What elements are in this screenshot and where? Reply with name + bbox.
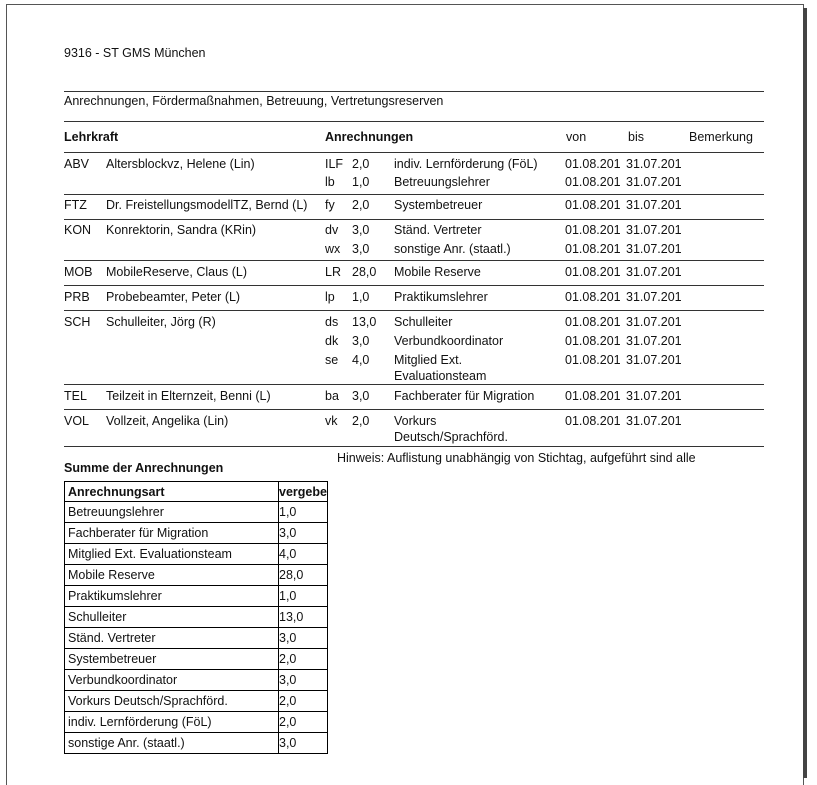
credit-code: dv xyxy=(325,223,339,237)
credit-from-date: 01.08.201 xyxy=(565,198,621,212)
teacher-code: MOB xyxy=(64,265,93,279)
credit-description: Ständ. Vertreter xyxy=(394,223,482,237)
teacher-code: TEL xyxy=(64,389,87,403)
credit-to-date: 31.07.201 xyxy=(626,242,682,256)
summary-type: Vorkurs Deutsch/Sprachförd. xyxy=(65,691,279,712)
column-header-remark: Bemerkung xyxy=(689,130,753,144)
credit-to-date: 31.07.201 xyxy=(626,290,682,304)
credit-from-date: 01.08.201 xyxy=(565,414,621,428)
credit-hours: 3,0 xyxy=(352,334,370,348)
summary-value: 2,0 xyxy=(279,691,328,712)
summary-row xyxy=(65,565,328,586)
section-title: Anrechnungen, Fördermaßnahmen, Betreuung, Vertretungsreserven xyxy=(64,94,444,108)
credit-from-date: 01.08.201 xyxy=(565,353,621,367)
credit-description-line2: Deutsch/Sprachförd. xyxy=(394,430,508,444)
credit-code: ILF xyxy=(325,157,344,171)
column-header-from: von xyxy=(566,130,587,144)
credit-description: Verbundkoordinator xyxy=(394,334,504,348)
summary-row xyxy=(65,691,328,712)
summary-row xyxy=(65,607,328,628)
divider xyxy=(64,409,764,410)
summary-header-row xyxy=(65,482,328,502)
summary-row xyxy=(65,586,328,607)
teacher-code: KON xyxy=(64,223,92,237)
column-header-to: bis xyxy=(628,130,644,144)
teacher-name: Altersblockvz, Helene (Lin) xyxy=(106,157,255,171)
summary-row xyxy=(65,649,328,670)
credit-code: ds xyxy=(325,315,339,329)
credit-description: Betreuungslehrer xyxy=(394,175,490,189)
credit-description: Vorkurs xyxy=(394,414,437,428)
divider xyxy=(64,384,764,385)
summary-row xyxy=(65,712,328,733)
credit-code: se xyxy=(325,353,339,367)
teacher-name: Probebeamter, Peter (L) xyxy=(106,290,241,304)
summary-type: Systembetreuer xyxy=(65,649,279,670)
column-header-credits: Anrechnungen xyxy=(325,130,414,144)
credit-to-date: 31.07.201 xyxy=(626,265,682,279)
credit-to-date: 31.07.201 xyxy=(626,334,682,348)
divider xyxy=(64,285,764,286)
credit-code: fy xyxy=(325,198,335,212)
teacher-code: VOL xyxy=(64,414,90,428)
credit-to-date: 31.07.201 xyxy=(626,157,682,171)
summary-type: Schulleiter xyxy=(65,607,279,628)
credit-description: Mobile Reserve xyxy=(394,265,481,279)
credit-code: LR xyxy=(325,265,341,279)
credit-from-date: 01.08.201 xyxy=(565,315,621,329)
summary-type: Praktikumslehrer xyxy=(65,586,279,607)
credit-description: indiv. Lernförderung (FöL) xyxy=(394,157,538,171)
divider xyxy=(64,91,764,92)
credit-from-date: 01.08.201 xyxy=(565,175,621,189)
divider xyxy=(64,260,764,261)
credit-description: Mitglied Ext. xyxy=(394,353,463,367)
divider xyxy=(64,194,764,195)
summary-row xyxy=(65,670,328,691)
summary-row xyxy=(65,502,328,523)
credit-code: wx xyxy=(325,242,341,256)
credit-code: vk xyxy=(325,414,338,428)
credit-to-date: 31.07.201 xyxy=(626,353,682,367)
teacher-name: Teilzeit in Elternzeit, Benni (L) xyxy=(106,389,271,403)
teacher-name: Vollzeit, Angelika (Lin) xyxy=(106,414,229,428)
credit-description: Systembetreuer xyxy=(394,198,483,212)
page-shadow xyxy=(803,8,807,778)
credit-code: lb xyxy=(325,175,335,189)
teacher-name: Dr. FreistellungsmodellTZ, Bernd (L) xyxy=(106,198,308,212)
teacher-code: PRB xyxy=(64,290,90,304)
credit-code: ba xyxy=(325,389,339,403)
summary-type: Verbundkoordinator xyxy=(65,670,279,691)
summary-value: 3,0 xyxy=(279,670,328,691)
credit-description: Fachberater für Migration xyxy=(394,389,535,403)
summary-type: Betreuungslehrer xyxy=(65,502,279,523)
credit-to-date: 31.07.201 xyxy=(626,175,682,189)
summary-value: 3,0 xyxy=(279,523,328,544)
summary-type: sonstige Anr. (staatl.) xyxy=(65,733,279,754)
credit-from-date: 01.08.201 xyxy=(565,290,621,304)
summary-row xyxy=(65,733,328,754)
summary-type: indiv. Lernförderung (FöL) xyxy=(65,712,279,733)
summary-value: 4,0 xyxy=(279,544,328,565)
teacher-code: ABV xyxy=(64,157,90,171)
credit-hours: 2,0 xyxy=(352,157,370,171)
summary-value: 2,0 xyxy=(279,649,328,670)
credit-to-date: 31.07.201 xyxy=(626,389,682,403)
credit-from-date: 01.08.201 xyxy=(565,265,621,279)
teacher-code: SCH xyxy=(64,315,91,329)
divider xyxy=(64,152,764,153)
credit-description-line2: Evaluationsteam xyxy=(394,369,487,383)
summary-value: 1,0 xyxy=(279,502,328,523)
credit-to-date: 31.07.201 xyxy=(626,315,682,329)
divider xyxy=(64,310,764,311)
credit-to-date: 31.07.201 xyxy=(626,414,682,428)
credit-from-date: 01.08.201 xyxy=(565,242,621,256)
credit-hours: 2,0 xyxy=(352,414,370,428)
credit-hours: 3,0 xyxy=(352,223,370,237)
divider xyxy=(64,446,764,447)
credit-hours: 1,0 xyxy=(352,175,370,189)
summary-header-type: Anrechnungsart xyxy=(65,482,279,502)
summary-value: 13,0 xyxy=(279,607,328,628)
credit-hours: 28,0 xyxy=(352,265,377,279)
credit-code: lp xyxy=(325,290,335,304)
credit-hours: 3,0 xyxy=(352,242,370,256)
credit-hours: 1,0 xyxy=(352,290,370,304)
summary-value: 2,0 xyxy=(279,712,328,733)
credit-code: dk xyxy=(325,334,339,348)
credit-to-date: 31.07.201 xyxy=(626,198,682,212)
credit-from-date: 01.08.201 xyxy=(565,334,621,348)
summary-type: Ständ. Vertreter xyxy=(65,628,279,649)
summary-value: 3,0 xyxy=(279,628,328,649)
summary-type: Fachberater für Migration xyxy=(65,523,279,544)
credit-hours: 4,0 xyxy=(352,353,370,367)
credit-to-date: 31.07.201 xyxy=(626,223,682,237)
teacher-name: Konrektorin, Sandra (KRin) xyxy=(106,223,257,237)
column-header-teacher: Lehrkraft xyxy=(64,130,119,144)
summary-value: 1,0 xyxy=(279,586,328,607)
summary-row xyxy=(65,523,328,544)
credit-hours: 13,0 xyxy=(352,315,377,329)
credit-description: sonstige Anr. (staatl.) xyxy=(394,242,511,256)
teacher-code: FTZ xyxy=(64,198,87,212)
divider xyxy=(64,121,764,122)
summary-row xyxy=(65,544,328,565)
divider xyxy=(64,219,764,220)
credit-description: Praktikumslehrer xyxy=(394,290,488,304)
summary-value: 28,0 xyxy=(279,565,328,586)
summary-table xyxy=(64,481,328,754)
credit-hours: 2,0 xyxy=(352,198,370,212)
credit-description: Schulleiter xyxy=(394,315,453,329)
credit-hours: 3,0 xyxy=(352,389,370,403)
note-text: Hinweis: Auflistung unabhängig von Stichtag, aufgeführt sind alle xyxy=(337,451,696,465)
credit-from-date: 01.08.201 xyxy=(565,389,621,403)
teacher-name: MobileReserve, Claus (L) xyxy=(106,265,248,279)
summary-type: Mitglied Ext. Evaluationsteam xyxy=(65,544,279,565)
credit-from-date: 01.08.201 xyxy=(565,157,621,171)
summary-header-value: vergebe xyxy=(279,482,328,502)
summary-value: 3,0 xyxy=(279,733,328,754)
credit-from-date: 01.08.201 xyxy=(565,223,621,237)
teacher-name: Schulleiter, Jörg (R) xyxy=(106,315,216,329)
summary-type: Mobile Reserve xyxy=(65,565,279,586)
summary-row xyxy=(65,628,328,649)
summary-title: Summe der Anrechnungen xyxy=(64,461,224,475)
school-title: 9316 - ST GMS München xyxy=(64,46,206,60)
